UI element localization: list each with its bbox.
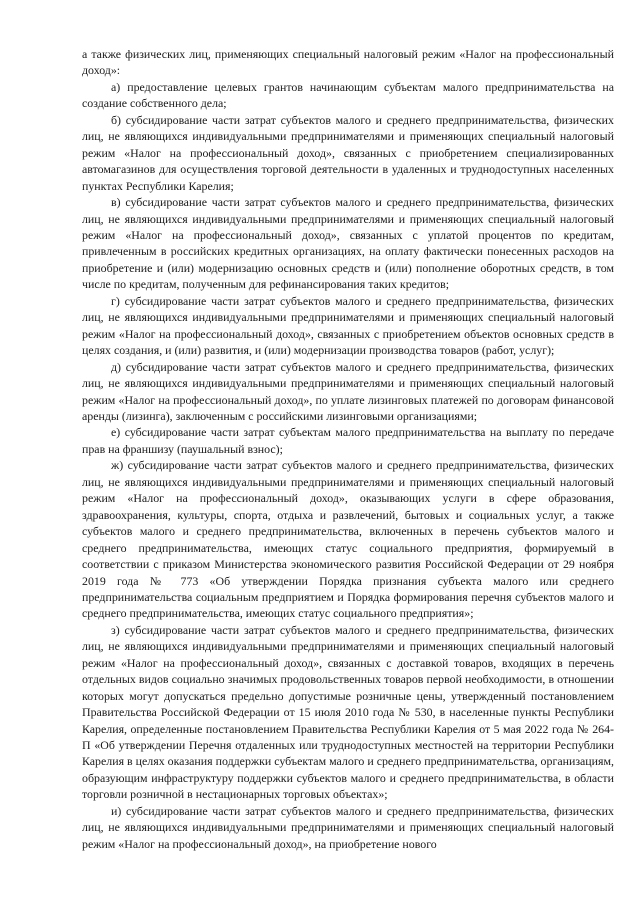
paragraph-item-b: б) субсидирование части затрат субъектов малого и среднего предпринимательства, физических лиц, не являющихся индивидуальными предпринимателями и применяющих специальный налоговый режим «Налог на профессиональный доход», связанных с приобретением специализированных автомагазинов для осуществления торговой деятельности в удаленных и труднодоступных населенных пунктах Республики Карелия; bbox=[82, 112, 614, 193]
paragraph-item-z: з) субсидирование части затрат субъектов малого и среднего предпринимательства, физических лиц, не являющихся индивидуальными предпринимателями и применяющих специальный налоговый режим «Налог на профессиональный доход», связанных с доставкой товаров, входящих в перечень отдельных видов социально значимых продовольственных товаров первой необходимости, в отношении которых могут допускаться предельно допустимые розничные цены, утвержденный постановлением Правительства Российской Федерации от 15 июля 2010 года № 530, в населенные пункты Республики Карелия, определенные постановлением Правительства Республики Карелия от 5 мая 2022 года № 264-П «Об утверждении Перечня отдаленных или труднодоступных местностей на территории Республики Карелия в целях оказания поддержки субъектам малого и среднего предпринимательства, организациям, образующим инфраструктуру поддержки субъектов малого и среднего предпринимательства, в области торговли розничной в нестационарных торговых объектах»; bbox=[82, 622, 614, 802]
paragraph-item-g: г) субсидирование части затрат субъектов малого и среднего предпринимательства, физических лиц, не являющихся индивидуальными предпринимателями и применяющих специальный налоговый режим «Налог на профессиональный доход», связанных с приобретением объектов основных средств в целях создания, и (или) развития, и (или) модернизации производства товаров (работ, услуг); bbox=[82, 293, 614, 358]
paragraph-item-v: в) субсидирование части затрат субъектов малого и среднего предпринимательства, физических лиц, не являющихся индивидуальными предпринимателями и применяющих специальный налоговый режим «Налог на профессиональный доход», связанных с уплатой процентов по кредитам, привлеченным в российских кредитных организациях, на оплату фактически понесенных расходов на приобретение и (или) модернизацию основных средств и (или) пополнение оборотных средств, в том числе по кредитам, полученным для рефинансирования таких кредитов; bbox=[82, 195, 614, 292]
paragraph-item-e: е) субсидирование части затрат субъектам малого предпринимательства на выплату по передаче прав на франшизу (паушальный взнос); bbox=[82, 425, 614, 456]
paragraph-item-a: а) предоставление целевых грантов начинающим субъектам малого предпринимательства на создание собственного дела; bbox=[82, 79, 614, 111]
document-page bbox=[82, 46, 614, 852]
paragraph-intro: а также физических лиц, применяющих специальный налоговый режим «Налог на профессиональный доход»: bbox=[82, 47, 614, 78]
paragraph-item-zh: ж) субсидирование части затрат субъектов малого и среднего предпринимательства, физических лиц, не являющихся индивидуальными предпринимателями и применяющих специальный налоговый режим «Налог на профессиональный доход», оказывающих услуги в сфере образования, здравоохранения, культуры, спорта, отдыха и развлечений, бытовых и социальных услуг, а также субъектов малого и среднего предпринимательства, включенных в перечень субъектов малого и среднего предпринимательства, имеющих статус социального предприятия, формируемый в соответствии с приказом Министерства экономического развития Российской Федерации от 29 ноября 2019 года № 773 «Об утверждении Порядка признания субъекта малого или среднего предпринимательства социальным предприятием и Порядка формирования перечня субъектов малого и среднего предпринимательства, имеющих статус социального предприятия»; bbox=[82, 458, 614, 621]
paragraph-item-i: и) субсидирование части затрат субъектов малого и среднего предпринимательства, физических лиц, не являющихся индивидуальными предпринимателями и применяющих специальный налоговый режим «Налог на профессиональный доход», на приобретение нового bbox=[82, 803, 614, 851]
paragraph-item-d: д) субсидирование части затрат субъектов малого и среднего предпринимательства, физических лиц, не являющихся индивидуальными предпринимателями и применяющих специальный налоговый режим «Налог на профессиональный доход», по уплате лизинговых платежей по договорам финансовой аренды (лизинга), заключенным с российскими лизинговыми организациями; bbox=[82, 359, 614, 423]
